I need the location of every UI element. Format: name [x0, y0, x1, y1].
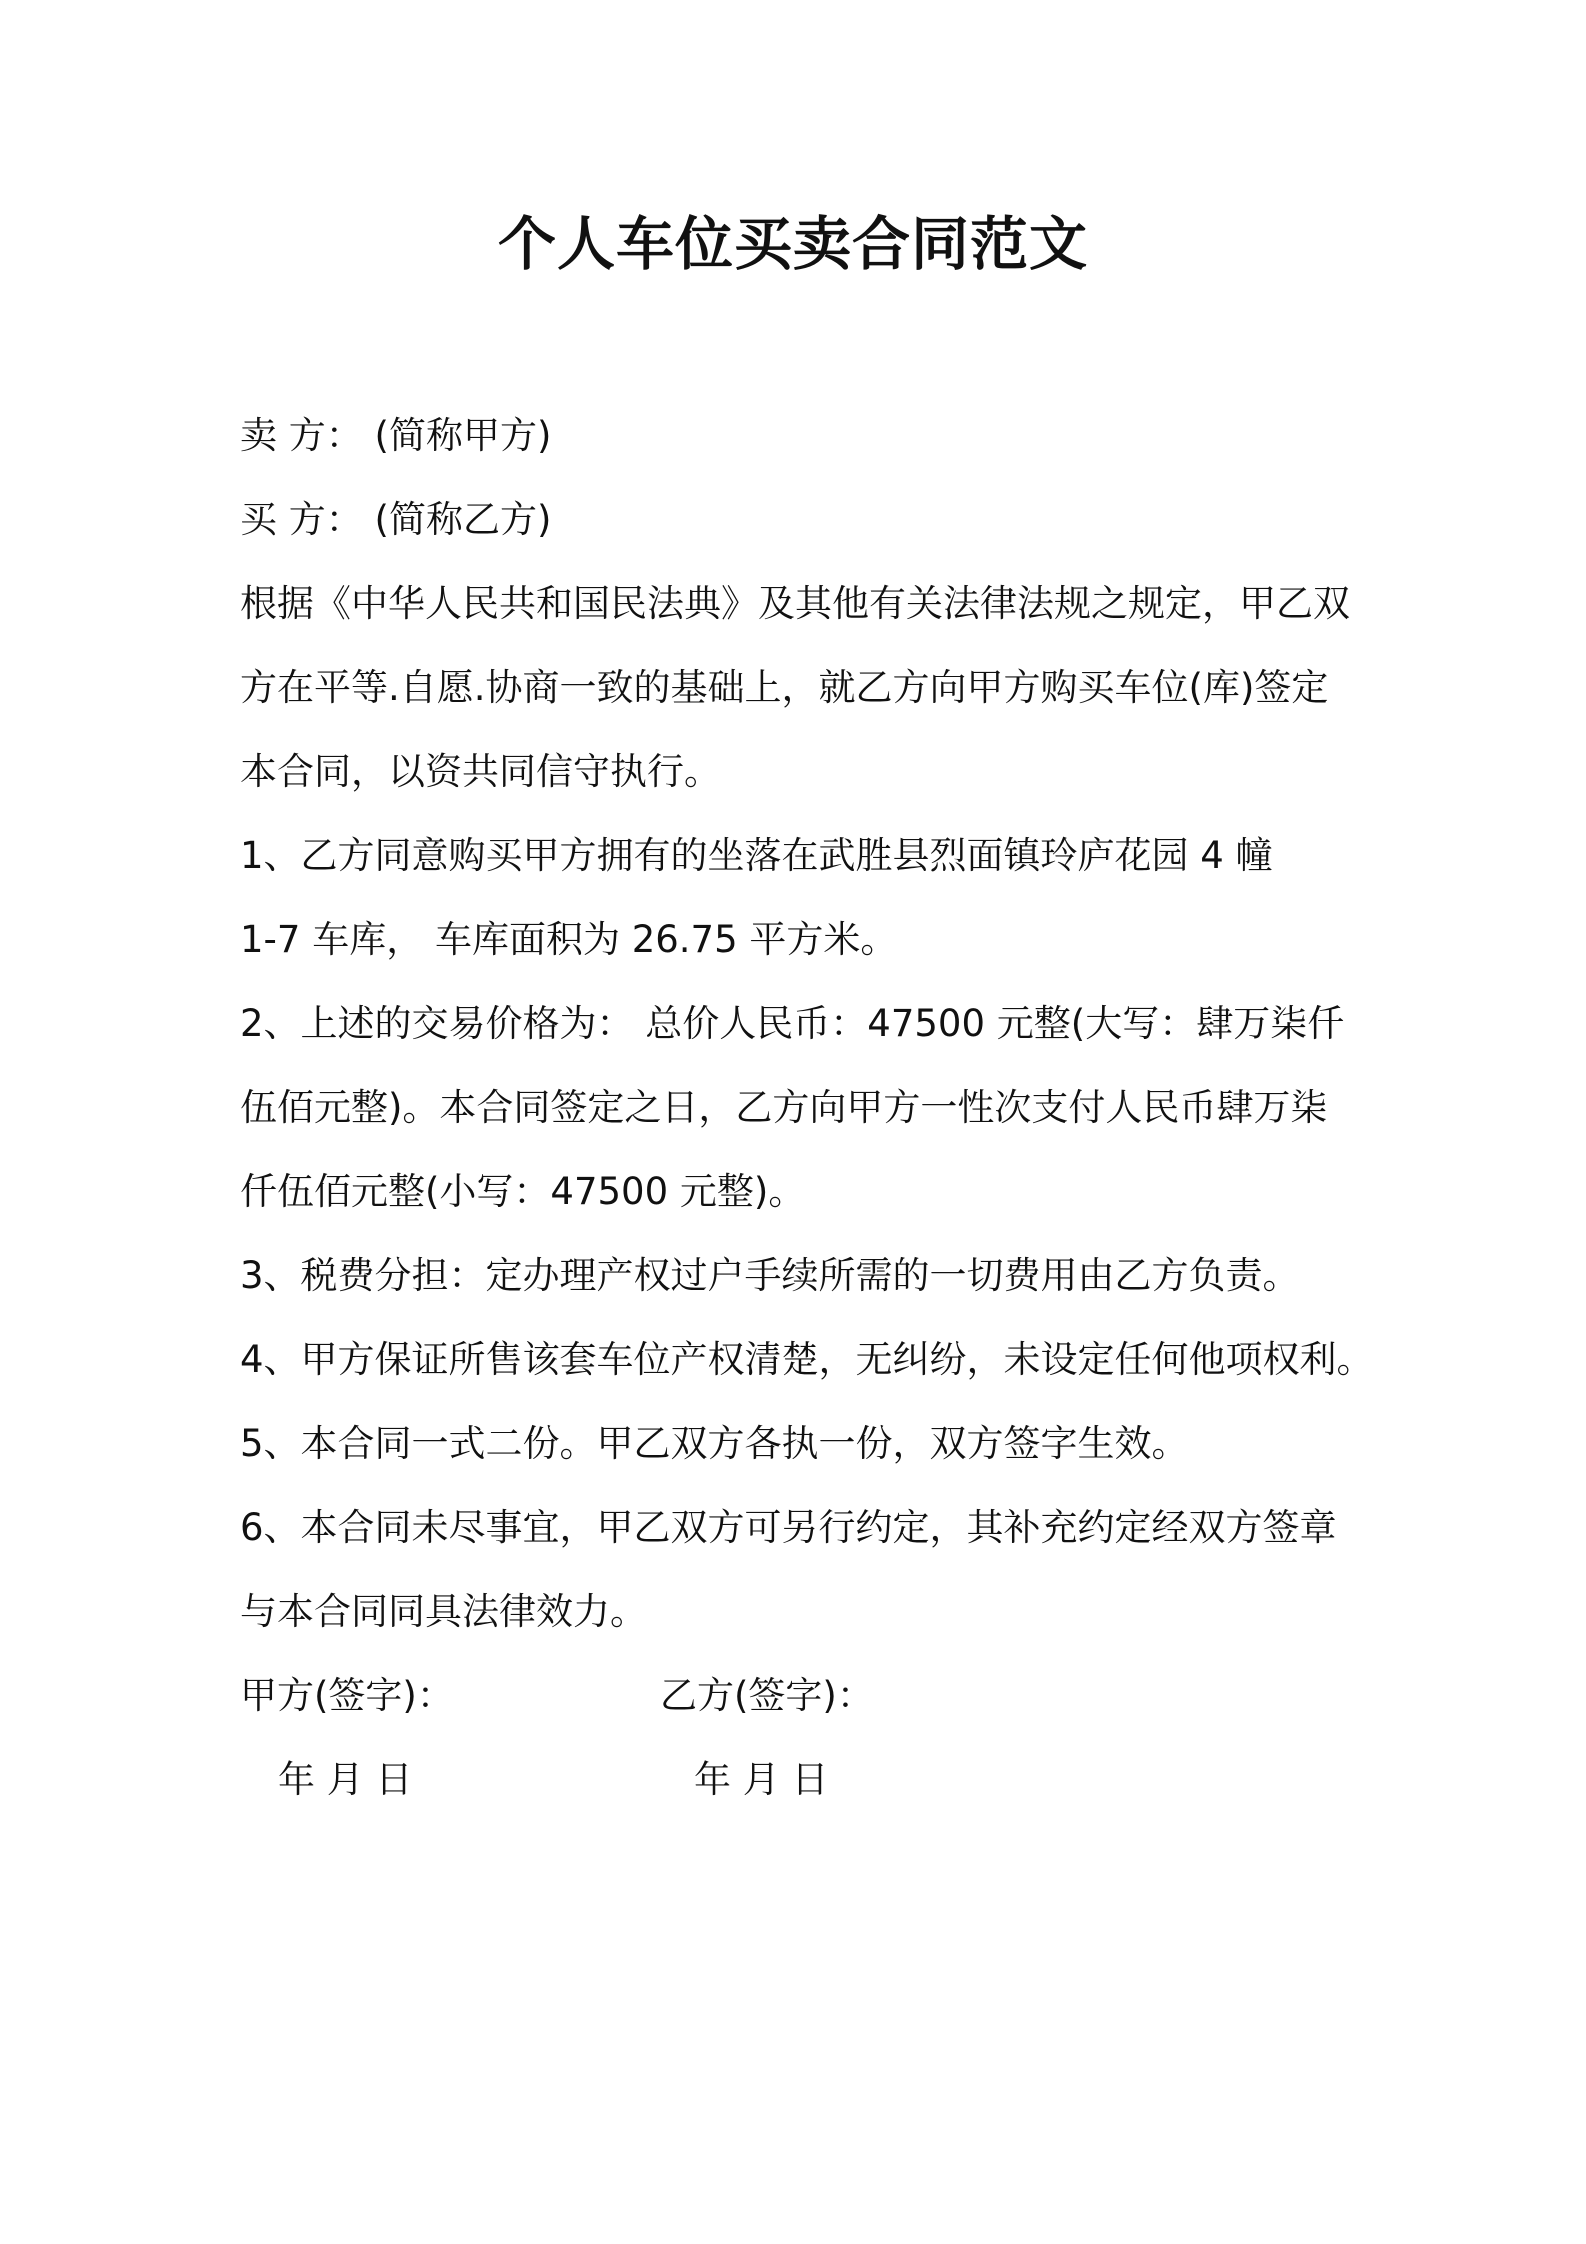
clause-1-line-2: 1-7 车库， 车库面积为 26.75 平方米。 — [240, 918, 898, 961]
document-title: 个人车位买卖合同范文 — [497, 210, 1088, 278]
clause-2-line-1: 2、上述的交易价格为： 总价人民币：47500 元整(大写：肆万柒仟 — [240, 1002, 1345, 1045]
preamble-line-1: 根据《中华人民共和国民法典》及其他有关法律法规之规定，甲乙双 — [240, 582, 1350, 625]
clause-2-line-2: 伍佰元整)。本合同签定之日，乙方向甲方一性次支付人民币肆万柒 — [240, 1086, 1328, 1129]
clause-4-line: 4、甲方保证所售该套车位产权清楚，无纠纷，未设定任何他项权利。 — [240, 1338, 1374, 1381]
date-row — [240, 1738, 1380, 1822]
clause-3-line: 3、税费分担：定办理产权过户手续所需的一切费用由乙方负责。 — [240, 1254, 1300, 1297]
signature-row — [240, 1654, 1380, 1738]
party-a-date: 年 月 日 — [278, 1758, 413, 1801]
preamble-line-2: 方在平等.自愿.协商一致的基础上，就乙方向甲方购买车位(库)签定 — [240, 666, 1329, 709]
party-b-date: 年 月 日 — [694, 1758, 829, 1801]
party-a-signature-label: 甲方(签字)： — [240, 1674, 454, 1717]
party-b-signature-label: 乙方(签字)： — [660, 1674, 874, 1717]
clause-1-line-1: 1、乙方同意购买甲方拥有的坐落在武胜县烈面镇玲庐花园 4 幢 — [240, 834, 1273, 877]
buyer-line: 买 方： (简称乙方) — [240, 498, 552, 541]
clause-6-line-1: 6、本合同未尽事宜，甲乙双方可另行约定，其补充约定经双方签章 — [240, 1506, 1337, 1549]
clause-2-line-3: 仟伍佰元整(小写：47500 元整)。 — [240, 1170, 806, 1213]
contract-body — [240, 394, 1380, 1654]
clause-5-line: 5、本合同一式二份。甲乙双方各执一份，双方签字生效。 — [240, 1422, 1189, 1465]
seller-line: 卖 方： (简称甲方) — [240, 414, 552, 457]
preamble-line-3: 本合同，以资共同信守执行。 — [240, 750, 721, 793]
clause-6-line-2: 与本合同同具法律效力。 — [240, 1590, 647, 1633]
